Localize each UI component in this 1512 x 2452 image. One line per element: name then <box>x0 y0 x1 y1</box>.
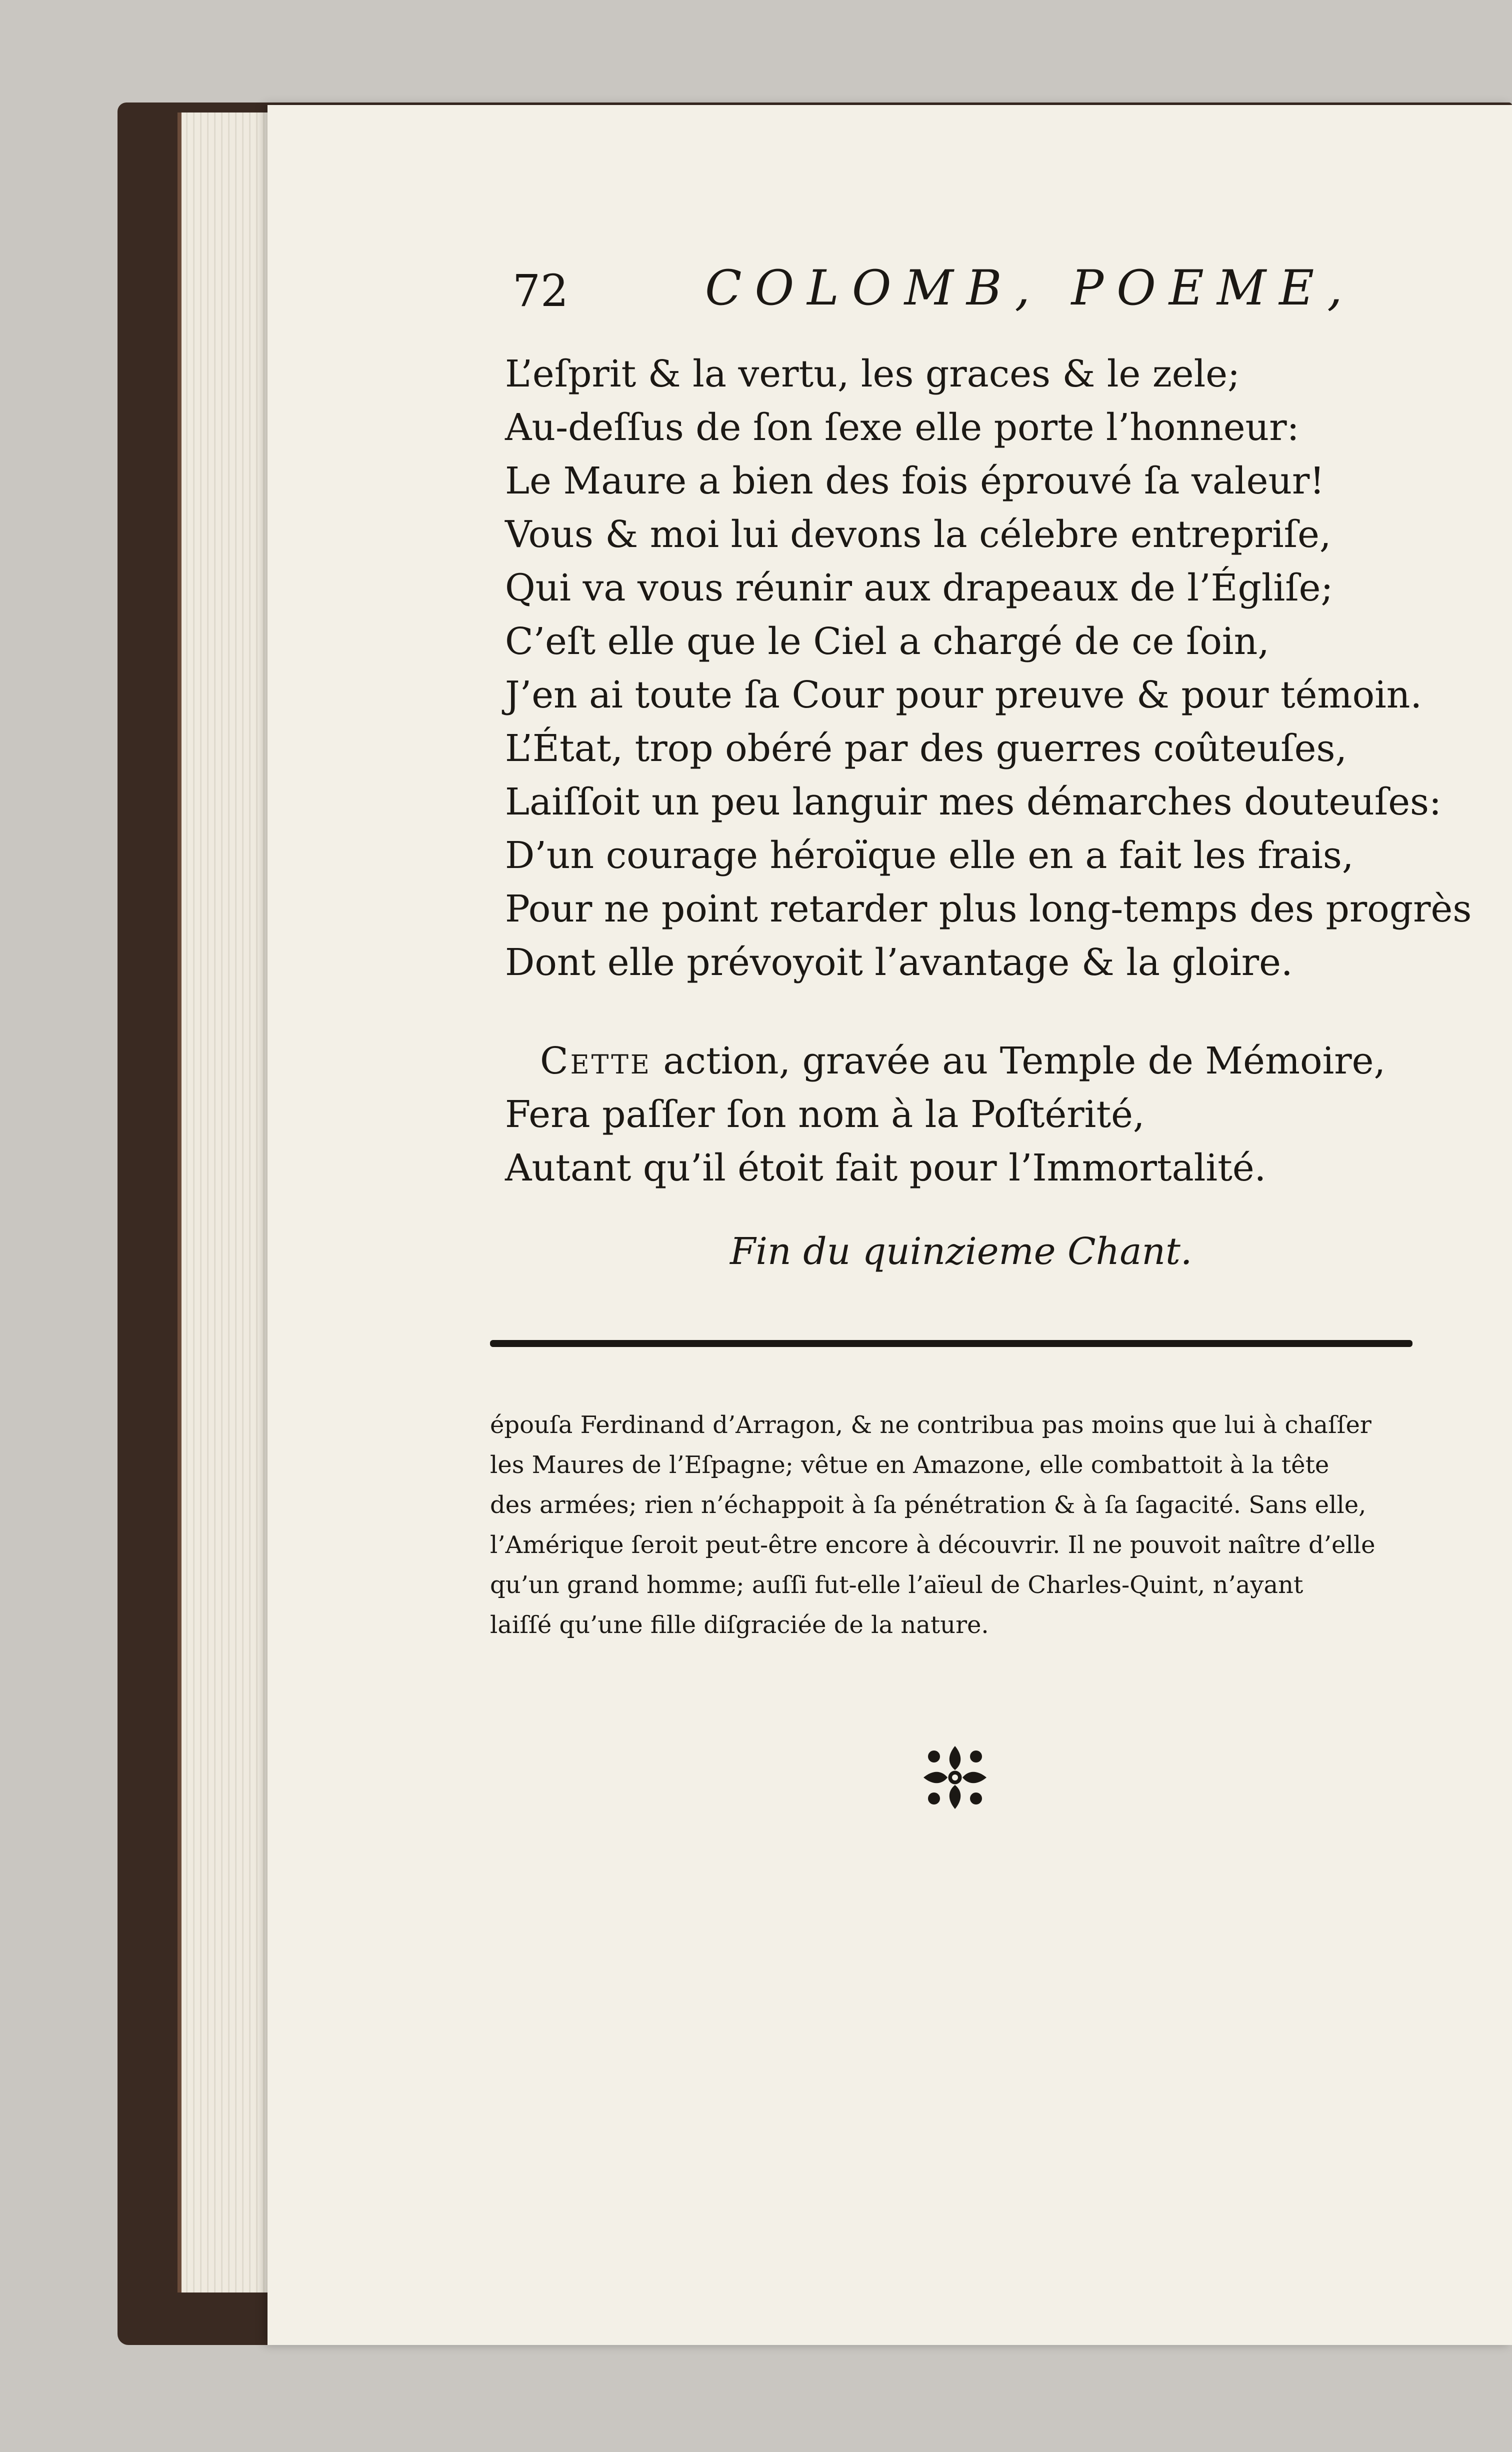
book-title: COLOMB, POEME, <box>705 260 1356 316</box>
verse-line: L’État, trop obéré par des guerres coûteuſes, <box>505 727 1347 770</box>
verse-line: L’eſprit & la vertu, les graces & le zele; <box>505 352 1240 396</box>
running-head <box>512 260 1356 330</box>
section-rule <box>490 1340 1412 1347</box>
chapter-end-caption: Fin du quinzieme Chant. <box>730 1230 1192 1273</box>
footnote-line: épouſa Ferdinand d’Arragon, & ne contribua pas moins que lui à chaſſer <box>490 1411 1372 1439</box>
verse-line: C’eſt elle que le Ciel a chargé de ce ſoin, <box>505 620 1270 663</box>
verse-line: Autant qu’il étoit fait pour l’Immortalité. <box>505 1146 1266 1190</box>
verse-line: Vous & moi lui devons la célebre entrepriſe, <box>505 513 1332 556</box>
verse-line: Dont elle prévoyoit l’avantage & la gloire. <box>505 941 1293 984</box>
page-number: 72 <box>512 265 568 316</box>
footnote-line: l’Amérique ſeroit peut-être encore à découvrir. Il ne pouvoit naître d’elle <box>490 1531 1376 1559</box>
verse-line: Laiſſoit un peu languir mes démarches douteuſes: <box>505 780 1442 824</box>
verse-line: Pour ne point retarder plus long-temps des progrès <box>505 888 1472 930</box>
footnote <box>490 1405 1420 1645</box>
verse-line-rest: action, gravée au Temple de Mémoire, <box>663 1040 1386 1082</box>
verse-line: J’en ai toute ſa Cour pour preuve & pour témoin. <box>505 674 1422 716</box>
poem-text <box>505 348 1472 1195</box>
small-caps-opening: Cette <box>540 1040 652 1082</box>
stanza-break <box>505 990 1420 1034</box>
verse-line: Qui va vous réunir aux drapeaux de l’Égliſe; <box>505 566 1334 610</box>
verse-line: Au-deſſus de ſon ſexe elle porte l’honneur: <box>505 406 1300 449</box>
footnote-line: qu’un grand homme; auſſi fut-elle l’aïeul de Charles-Quint, n’ayant <box>490 1571 1304 1599</box>
footnote-line: laiſſé qu’une fille diſgraciée de la nature. <box>490 1611 989 1639</box>
verse-line-stanza-start <box>505 1034 1420 1088</box>
verse-line: D’un courage héroïque elle en a fait les frais, <box>505 834 1354 877</box>
floral-ornament-icon <box>918 1740 992 1815</box>
footnote-line: les Maures de l’Eſpagne; vêtue en Amazone, elle combattoit à la tête <box>490 1451 1330 1479</box>
verse-line: Fera paſſer ſon nom à la Poſtérité, <box>505 1093 1145 1136</box>
footnote-line: des armées; rien n’échappoit à ſa pénétration & à ſa ſagacité. Sans elle, <box>490 1491 1366 1519</box>
verse-line: Le Maure a bien des fois éprouvé ſa valeur! <box>505 460 1325 502</box>
